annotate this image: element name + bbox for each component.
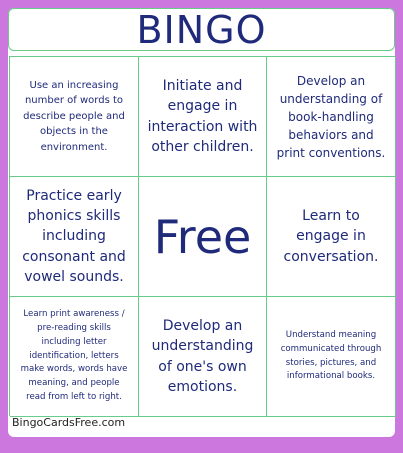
bingo-cell-8[interactable] — [139, 297, 267, 417]
bingo-cell-3[interactable] — [267, 57, 396, 177]
bingo-cell-7[interactable] — [10, 297, 139, 417]
site-credit: BingoCardsFree.com — [12, 416, 126, 429]
cell-text: Understand meaning communicated through stories, pictures, and informational books. — [280, 330, 382, 382]
bingo-card — [8, 8, 395, 437]
bingo-cell-2[interactable] — [139, 57, 267, 177]
bingo-cell-1[interactable] — [10, 57, 139, 177]
bingo-cell-9[interactable] — [267, 297, 396, 417]
cell-text: Practice early phonics skills including consonant and vowel sounds. — [22, 187, 126, 285]
cell-text: Develop an understanding of one's own emotions. — [151, 317, 254, 395]
bingo-title: BINGO — [136, 7, 267, 52]
cell-text: Learn to engage in conversation. — [283, 208, 379, 265]
title-banner — [8, 8, 395, 51]
cell-text: Initiate and engage in interaction with other children. — [147, 77, 258, 155]
free-space-text: Free — [153, 209, 252, 264]
bingo-grid — [9, 56, 395, 416]
cell-text: Use an increasing number of words to describe people and objects in the environment. — [23, 79, 125, 153]
cell-text: Develop an understanding of book-handling behaviors and print conventions. — [276, 73, 386, 160]
bingo-cell-free[interactable] — [139, 177, 267, 297]
bingo-cell-6[interactable] — [267, 177, 396, 297]
cell-text: Learn print awareness / pre-reading skills including letter identification, letters make words, words have meaning, and people read from left to right. — [20, 309, 128, 402]
bingo-cell-4[interactable] — [10, 177, 139, 297]
